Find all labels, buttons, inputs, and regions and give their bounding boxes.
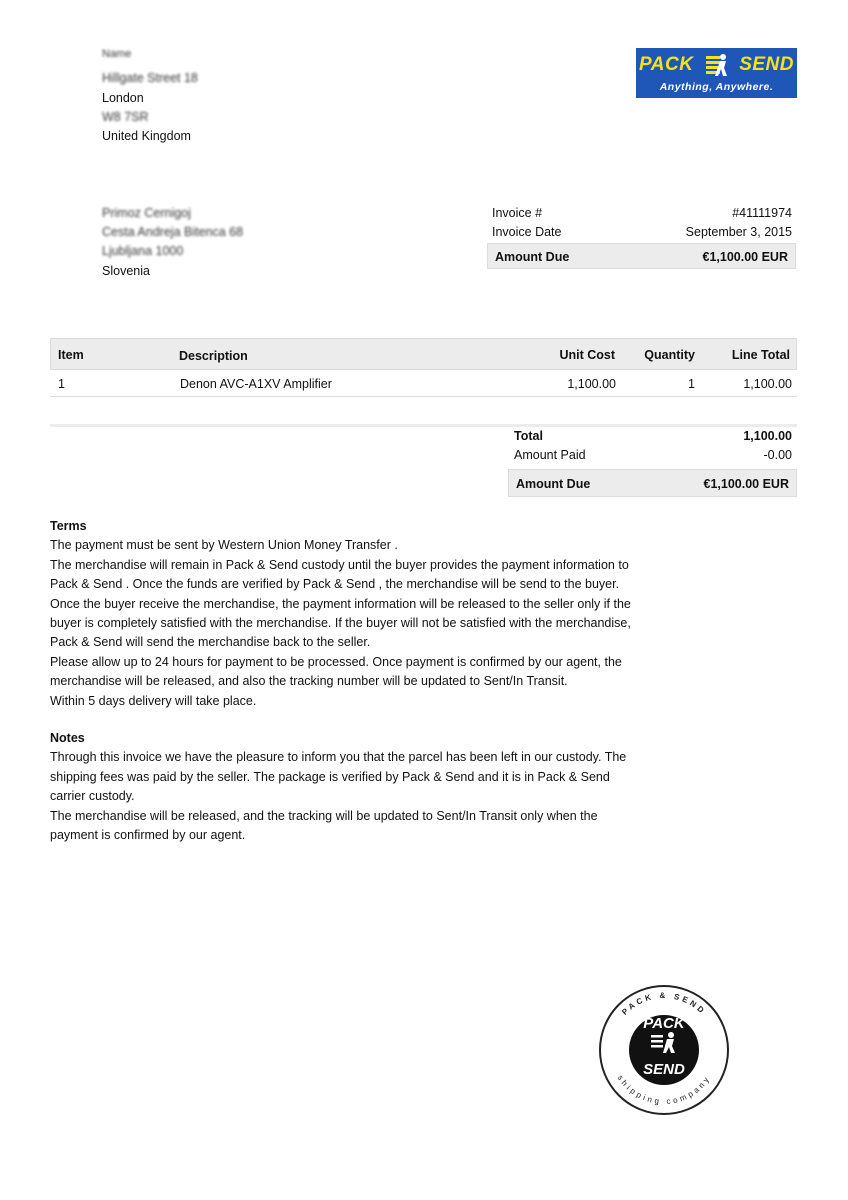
- notes-heading: Notes: [50, 731, 85, 745]
- sender-city: London: [102, 91, 144, 105]
- terms-line: merchandise will be released, and also the tracking number will be updated to Sent/In Transit.: [50, 674, 568, 689]
- col-quantity: Quantity: [644, 348, 695, 362]
- logo-word-pack: PACK: [639, 54, 694, 75]
- total-label: Total: [514, 429, 543, 443]
- row-quantity: 1: [688, 377, 695, 391]
- stamp-ring-top: PACK & SEND: [620, 990, 708, 1017]
- pack-send-logo: [636, 48, 797, 98]
- totals-divider: [50, 424, 797, 427]
- row-item: 1: [58, 377, 65, 391]
- amount-due-box: [508, 469, 797, 497]
- stamp-word-top: PACK: [643, 1015, 685, 1032]
- header-amount-due-label: Amount Due: [495, 250, 570, 264]
- notes-line: payment is confirmed by our agent.: [50, 828, 246, 843]
- logo-tagline: Anything, Anywhere.: [659, 81, 774, 93]
- logo-word-send: SEND: [739, 54, 794, 75]
- terms-line: Pack & Send will send the merchandise back to the seller.: [50, 635, 371, 650]
- sender-name: Name: [102, 48, 132, 60]
- sender-postcode: W8 7SR: [102, 110, 149, 124]
- stamp-word-bottom: SEND: [643, 1061, 685, 1078]
- invoice-number-label: Invoice #: [492, 206, 543, 220]
- col-item: Item: [58, 348, 84, 362]
- row-divider: [50, 396, 797, 397]
- terms-line: buyer is completely satisfied with the merchandise. If the buyer will not be satisfied with the merchandise,: [50, 616, 631, 631]
- amount-paid-value: -0.00: [763, 448, 792, 462]
- header-amount-due-value: €1,100.00 EUR: [702, 250, 788, 264]
- stamp-ring-bottom: shipping company: [615, 1073, 713, 1107]
- row-description: Denon AVC-A1XV Amplifier: [180, 377, 332, 391]
- notes-line: The merchandise will be released, and the tracking will be updated to Sent/In Transit only when the: [50, 808, 598, 823]
- amount-due-label: Amount Due: [516, 477, 591, 491]
- header-amount-due-box: [487, 243, 796, 269]
- col-description: Description: [179, 349, 248, 363]
- col-line-total: Line Total: [731, 348, 790, 362]
- notes-line: carrier custody.: [50, 789, 135, 804]
- recipient-city: Ljubljana 1000: [102, 244, 184, 258]
- recipient-name: Primoz Cernigoj: [102, 206, 191, 220]
- recipient-country: Slovenia: [102, 264, 150, 278]
- amount-due-value: €1,100.00 EUR: [703, 477, 789, 491]
- terms-line: The merchandise will remain in Pack & Send custody until the buyer provides the payment information to: [50, 557, 629, 572]
- sender-street: Hillgate Street 18: [102, 71, 198, 85]
- notes-line: shipping fees was paid by the seller. The package is verified by Pack & Send and it is in Pack & Send: [50, 769, 610, 784]
- company-stamp: [597, 983, 731, 1117]
- amount-paid-label: Amount Paid: [514, 448, 586, 462]
- terms-line: Please allow up to 24 hours for payment to be processed. Once payment is confirmed by our agent, the: [50, 654, 622, 669]
- notes-section: [50, 729, 660, 845]
- recipient-street: Cesta Andreja Bitenca 68: [102, 225, 244, 239]
- items-table-header: [50, 338, 797, 370]
- invoice-number: #41111974: [732, 206, 792, 220]
- total-value: 1,100.00: [743, 429, 792, 443]
- terms-line: The payment must be sent by Western Union Money Transfer .: [50, 538, 398, 553]
- terms-line: Pack & Send . Once the funds are verified by Pack & Send , the merchandise will be send to the buyer.: [50, 577, 620, 592]
- courier-figure-icon: [705, 52, 729, 78]
- sender-country: United Kingdom: [102, 129, 191, 143]
- terms-heading: Terms: [50, 519, 87, 533]
- notes-line: Through this invoice we have the pleasure to inform you that the parcel has been left in our custody. The: [50, 750, 627, 765]
- terms-line: Once the buyer receive the merchandise, the payment information will be released to the seller only if the: [50, 596, 631, 611]
- terms-section: [50, 517, 660, 711]
- invoice-date: September 3, 2015: [685, 225, 792, 239]
- invoice-date-label: Invoice Date: [492, 225, 562, 239]
- row-line-total: 1,100.00: [743, 377, 792, 391]
- row-unit-cost: 1,100.00: [567, 377, 616, 391]
- col-unit-cost: Unit Cost: [559, 348, 615, 362]
- terms-line: Within 5 days delivery will take place.: [50, 693, 257, 708]
